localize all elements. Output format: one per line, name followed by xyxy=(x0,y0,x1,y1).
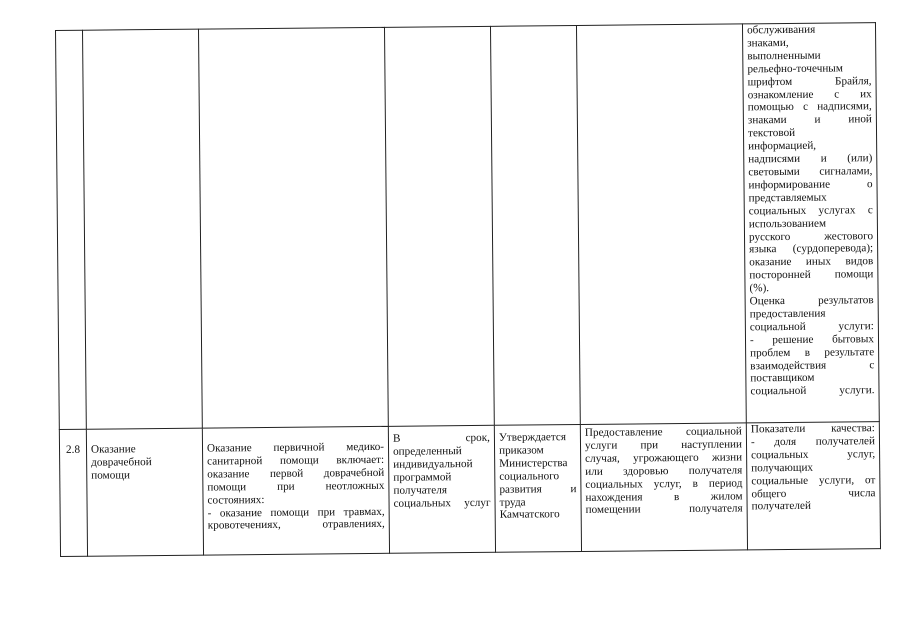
text-line: нахождения в жилом xyxy=(585,489,743,504)
text-line: социальных услугах с xyxy=(748,203,873,218)
cell-name-empty xyxy=(83,29,203,429)
text-line: знаками, xyxy=(747,36,789,50)
text-line: доврачебной xyxy=(91,455,152,469)
text-line: кровотечениях, отравлениях, xyxy=(207,518,385,532)
text-line: Оказание xyxy=(90,443,136,456)
cell-number-empty xyxy=(56,30,87,429)
cell-term-empty xyxy=(384,26,494,426)
table-row-2-8 xyxy=(59,422,880,557)
text-line: социальной услуги: xyxy=(749,319,874,334)
text-line: предоставления xyxy=(749,307,826,321)
text-line: ознакомление с их xyxy=(747,87,872,101)
text-line: световыми сигналами, xyxy=(748,165,873,179)
text-line: взаимодействия с xyxy=(750,358,875,372)
text-line: знаками и иной xyxy=(747,113,872,127)
text-line: надписями и (или) xyxy=(748,152,873,166)
text-line: социальных услуг, xyxy=(751,447,876,462)
text-line: социальных услуг xyxy=(393,496,491,510)
text-line: развития и xyxy=(499,482,577,496)
text-line: оказание первой доврачебной xyxy=(207,466,385,481)
text-line: санитарной помощи включает: xyxy=(207,453,385,468)
text-line: (%). xyxy=(749,282,770,295)
cell-conditions-empty xyxy=(576,24,746,425)
cell-service-conditions xyxy=(580,423,747,552)
services-table xyxy=(55,22,881,557)
text-line: услуги при наступлении xyxy=(584,438,743,452)
text-line: - решение бытовых xyxy=(749,332,875,347)
text-line: или здоровью получателя xyxy=(585,464,743,478)
table-sheet xyxy=(55,22,880,550)
text-line: социальной услуги. xyxy=(750,384,875,398)
text-line: рельефно-точечным xyxy=(747,62,843,76)
text-line: Оказание первичной медико- xyxy=(206,440,385,455)
text-line: приказом xyxy=(499,444,544,457)
text-line: получателей xyxy=(751,500,811,513)
text-line: индивидуальной xyxy=(393,457,473,471)
text-line: проблем в результате xyxy=(750,345,875,359)
cell-content-empty xyxy=(198,27,388,428)
text-line: шрифтом Брайля, xyxy=(747,74,872,88)
text-line: В срок, xyxy=(392,431,490,445)
text-line: Оценка результатов xyxy=(749,294,874,308)
text-line: помощи xyxy=(91,469,130,482)
cell-quality-indicators xyxy=(746,422,880,550)
text-line: выполненными xyxy=(747,49,821,63)
text-line: помощью с надписями, xyxy=(747,100,872,114)
text-line: социальных услуг, в период xyxy=(585,477,743,491)
text-line: помощи при неотложных xyxy=(207,479,385,494)
text-line: общего числа xyxy=(751,486,876,500)
text-line: информирование о xyxy=(748,178,873,192)
text-line: посторонней помощи xyxy=(749,268,874,282)
text-line: обслуживания xyxy=(746,23,816,37)
text-line: Предоставление социальной xyxy=(584,425,742,439)
cell-quality-continued xyxy=(742,23,879,423)
text-line: русского жестового xyxy=(748,229,874,243)
text-line: поставщиком xyxy=(750,372,815,385)
text-line: определенный xyxy=(393,445,462,458)
text-line: Показатели качества: xyxy=(750,422,875,436)
text-line: оказание иных видов xyxy=(749,255,874,269)
text-line: случая, угрожающего жизни xyxy=(585,451,743,465)
text-line: получателя xyxy=(393,483,447,497)
text-line: Камчатского xyxy=(499,508,560,522)
text-line: текстовой xyxy=(747,127,796,140)
text-line: помещении получателя xyxy=(585,502,743,517)
table-row-continued xyxy=(56,23,880,430)
text-line: - оказание помощи при травмах, xyxy=(207,505,385,520)
text-line: получающих xyxy=(751,461,814,475)
text-line: Министерства xyxy=(499,456,568,470)
cell-tariff-empty xyxy=(490,25,580,425)
text-line: представляемых xyxy=(748,191,827,205)
cell-service-term xyxy=(388,425,495,553)
cell-service-tariff xyxy=(494,424,581,552)
cell-service-name xyxy=(86,428,203,556)
text-line: программой xyxy=(393,470,452,484)
text-line: - доля получателей xyxy=(750,435,876,449)
text-line: социального xyxy=(499,469,560,483)
text-line: состояниях: xyxy=(207,493,265,507)
cell-row-number: 2.8 xyxy=(59,429,87,556)
text-line: информацией, xyxy=(748,139,817,153)
cell-service-content xyxy=(202,426,389,555)
text-line: труда xyxy=(499,496,526,509)
text-line: социальные услуги, от xyxy=(751,473,876,487)
text-line: языка (сурдоперевода); xyxy=(749,242,874,256)
text-line: использованием xyxy=(748,217,827,230)
text-line: Утверждается xyxy=(498,431,567,444)
